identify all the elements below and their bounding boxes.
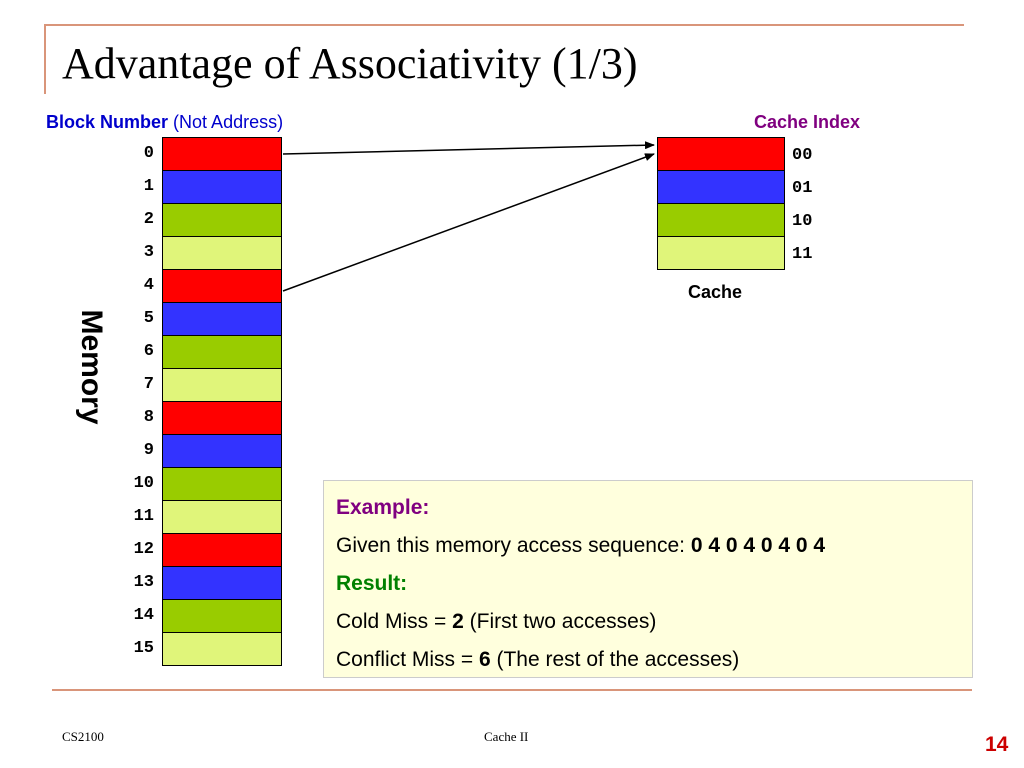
conflict-miss-line <box>336 641 960 679</box>
arrow-block0-to-cache00 <box>283 145 654 154</box>
access-sequence-line <box>336 527 960 565</box>
memory-block-number: 9 <box>143 441 154 460</box>
memory-block-number: 2 <box>143 210 154 229</box>
cache-index-number: 00 <box>792 146 813 165</box>
footer-topic: Cache II <box>484 729 529 744</box>
cache-index-number: 01 <box>792 179 813 198</box>
memory-block-number: 3 <box>143 243 154 262</box>
conflict-miss-suffix: (The rest of the accesses) <box>490 648 740 671</box>
example-box <box>323 480 973 678</box>
memory-block-number: 14 <box>133 606 154 625</box>
memory-block-number: 4 <box>143 276 154 295</box>
cache-label: Cache <box>688 282 743 302</box>
memory-block-number: 10 <box>133 474 154 493</box>
slide-title: Advantage of Associativity (1/3) <box>62 39 638 88</box>
page-number: 14 <box>985 733 1009 756</box>
cold-miss-value: 2 <box>452 610 464 633</box>
example-heading: Example: <box>336 496 430 519</box>
memory-block-number: 15 <box>133 639 154 658</box>
arrow-block4-to-cache00 <box>283 154 654 291</box>
memory-block-number: 1 <box>143 177 154 196</box>
cold-miss-prefix: Cold Miss = <box>336 610 453 633</box>
cache-index-number: 11 <box>792 245 813 264</box>
memory-block-number: 7 <box>143 375 154 394</box>
memory-block-number: 6 <box>143 342 154 361</box>
memory-block-number: 12 <box>133 540 154 559</box>
memory-block-number: 0 <box>143 144 154 163</box>
access-sequence-values: 0 4 0 4 0 4 0 4 <box>690 534 826 557</box>
memory-block-number: 11 <box>133 507 154 526</box>
cold-miss-suffix: (First two accesses) <box>463 610 657 633</box>
cold-miss-line <box>336 603 960 641</box>
memory-block-number: 8 <box>143 408 154 427</box>
result-heading: Result: <box>336 572 408 595</box>
memory-block-number: 13 <box>133 573 154 592</box>
cache-index-number: 10 <box>792 212 813 231</box>
conflict-miss-value: 6 <box>478 648 491 671</box>
block-number-header-bold: Block Number <box>46 112 169 132</box>
cache-index-header: Cache Index <box>754 112 861 132</box>
access-sequence-text: Given this memory access sequence: <box>336 534 691 557</box>
block-number-header-note: (Not Address) <box>173 112 284 132</box>
conflict-miss-prefix: Conflict Miss = <box>336 648 479 671</box>
footer-course: CS2100 <box>62 729 104 744</box>
memory-block-number: 5 <box>143 309 154 328</box>
memory-label: Memory <box>75 309 108 425</box>
